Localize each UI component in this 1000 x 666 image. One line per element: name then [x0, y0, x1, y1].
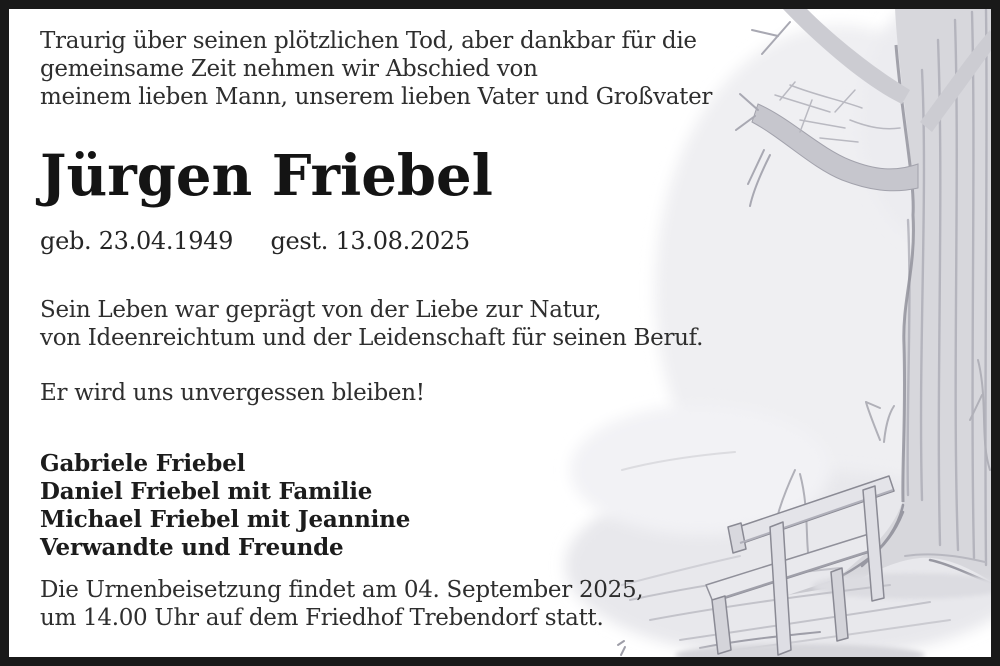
mourner-name: Michael Friebel mit Jeannine [40, 506, 411, 533]
death-date: gest. 13.08.2025 [270, 227, 470, 255]
intro-text [40, 27, 712, 111]
life-tribute-text [40, 296, 703, 352]
mourner-name: Verwandte und Freunde [40, 534, 344, 561]
life-dates [40, 227, 470, 255]
remembrance-text: Er wird uns unvergessen bleiben! [40, 380, 425, 406]
mourner-name: Daniel Friebel mit Familie [40, 478, 373, 505]
intro-line: meinem lieben Mann, unserem lieben Vater und Großvater [40, 84, 713, 110]
mourners-list [40, 450, 410, 562]
life-line: von Ideenreichtum und der Leidenschaft für seinen Beruf. [40, 325, 704, 351]
intro-line: gemeinsame Zeit nehmen wir Abschied von [40, 56, 538, 82]
mourner-name: Gabriele Friebel [40, 450, 246, 477]
life-line: Sein Leben war geprägt von der Liebe zur Natur, [40, 297, 602, 323]
intro-line: Traurig über seinen plötzlichen Tod, aber dankbar für die [40, 28, 697, 54]
funeral-line: Die Urnenbeisetzung findet am 04. September 2025, [40, 577, 644, 603]
deceased-name: Jürgen Friebel [40, 143, 493, 209]
funeral-line: um 14.00 Uhr auf dem Friedhof Trebendorf statt. [40, 605, 604, 631]
birth-date: geb. 23.04.1949 [40, 227, 234, 255]
funeral-info-text [40, 576, 643, 632]
